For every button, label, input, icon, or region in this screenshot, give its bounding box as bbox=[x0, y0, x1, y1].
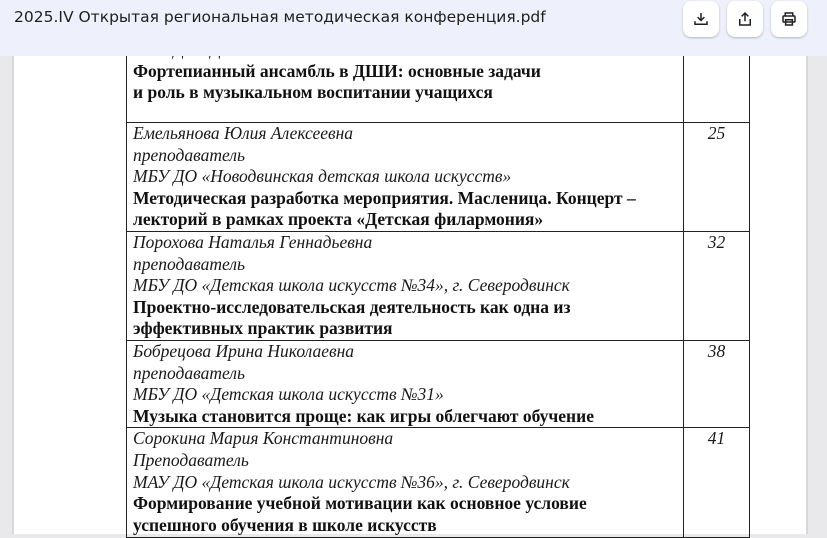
entry-role: преподаватель bbox=[133, 144, 245, 165]
print-icon bbox=[780, 10, 798, 28]
table-row bbox=[127, 123, 750, 232]
table-row bbox=[127, 340, 750, 427]
entry-title-line: Методическая разработка мероприятия. Масленица. Концерт – bbox=[133, 187, 636, 208]
entry-institution: МБУ ДО «Детская школа искусств №34», г. Северодвинск bbox=[133, 275, 570, 296]
entry-title-line: лекторий в рамках проекта «Детская филармония» bbox=[133, 209, 544, 230]
entry-cell bbox=[127, 123, 684, 232]
entry-author: Порохова Наталья Геннадьевна bbox=[133, 231, 373, 252]
entry-title-line: Проектно-исследовательская деятельность как одна из bbox=[133, 296, 571, 317]
page-number-cell bbox=[684, 231, 750, 340]
page-edge-right bbox=[806, 56, 808, 534]
entry-role: Преподаватель bbox=[133, 449, 249, 470]
download-button[interactable] bbox=[683, 1, 719, 37]
pdf-page bbox=[14, 56, 806, 534]
entry-institution: МБУ ДО «Детская школа искусств №31» bbox=[133, 384, 444, 405]
entry-cell bbox=[127, 428, 684, 538]
entry-title-line: Формирование учебной мотивации как основное условие bbox=[133, 493, 587, 514]
table-row bbox=[127, 231, 750, 340]
share-button[interactable] bbox=[727, 1, 763, 37]
entry-title-line: Фортепианный ансамбль в ДШИ: основные задачи bbox=[133, 60, 541, 81]
entry-role: преподаватель bbox=[133, 362, 245, 383]
page-number: 25 bbox=[707, 123, 726, 143]
document-title: 2025.IV Открытая региональная методическая конференция.pdf bbox=[14, 8, 546, 26]
print-button[interactable] bbox=[771, 1, 807, 37]
entry-author: Сорокина Мария Константиновна bbox=[133, 428, 394, 449]
entry-cell bbox=[127, 231, 684, 340]
table-row bbox=[127, 428, 750, 538]
entry-title-line: успешного обучения в школе искусств bbox=[133, 514, 437, 535]
entry-institution: МБУ ДО «Новодвинская детская школа искусств» bbox=[133, 166, 512, 187]
entry-author: Емельянова Юлия Алексеевна bbox=[133, 123, 354, 143]
entry-author: Бобрецова Ирина Николаевна bbox=[133, 340, 355, 361]
entry-title-line: эффективных практик развития bbox=[133, 318, 393, 339]
entry-cell bbox=[127, 340, 684, 427]
contents-table bbox=[126, 26, 750, 538]
page-number-cell bbox=[684, 428, 750, 538]
page-number: 41 bbox=[707, 428, 726, 449]
pdf-toolbar bbox=[0, 0, 827, 56]
entry-title-line: Музыка становится проще: как игры облегчают обучение bbox=[133, 405, 594, 426]
entry-title-line: и роль в музыкальном воспитании учащихся bbox=[133, 82, 493, 103]
entry-institution: МАУ ДО «Детская школа искусств №36», г. Северодвинск bbox=[133, 471, 570, 492]
page-number: 32 bbox=[707, 231, 726, 252]
page-number-cell bbox=[684, 340, 750, 427]
page-number: 38 bbox=[707, 340, 726, 361]
page-number-cell bbox=[684, 123, 750, 232]
share-icon bbox=[736, 10, 754, 28]
download-icon bbox=[692, 10, 710, 28]
entry-role: преподаватель bbox=[133, 253, 245, 274]
